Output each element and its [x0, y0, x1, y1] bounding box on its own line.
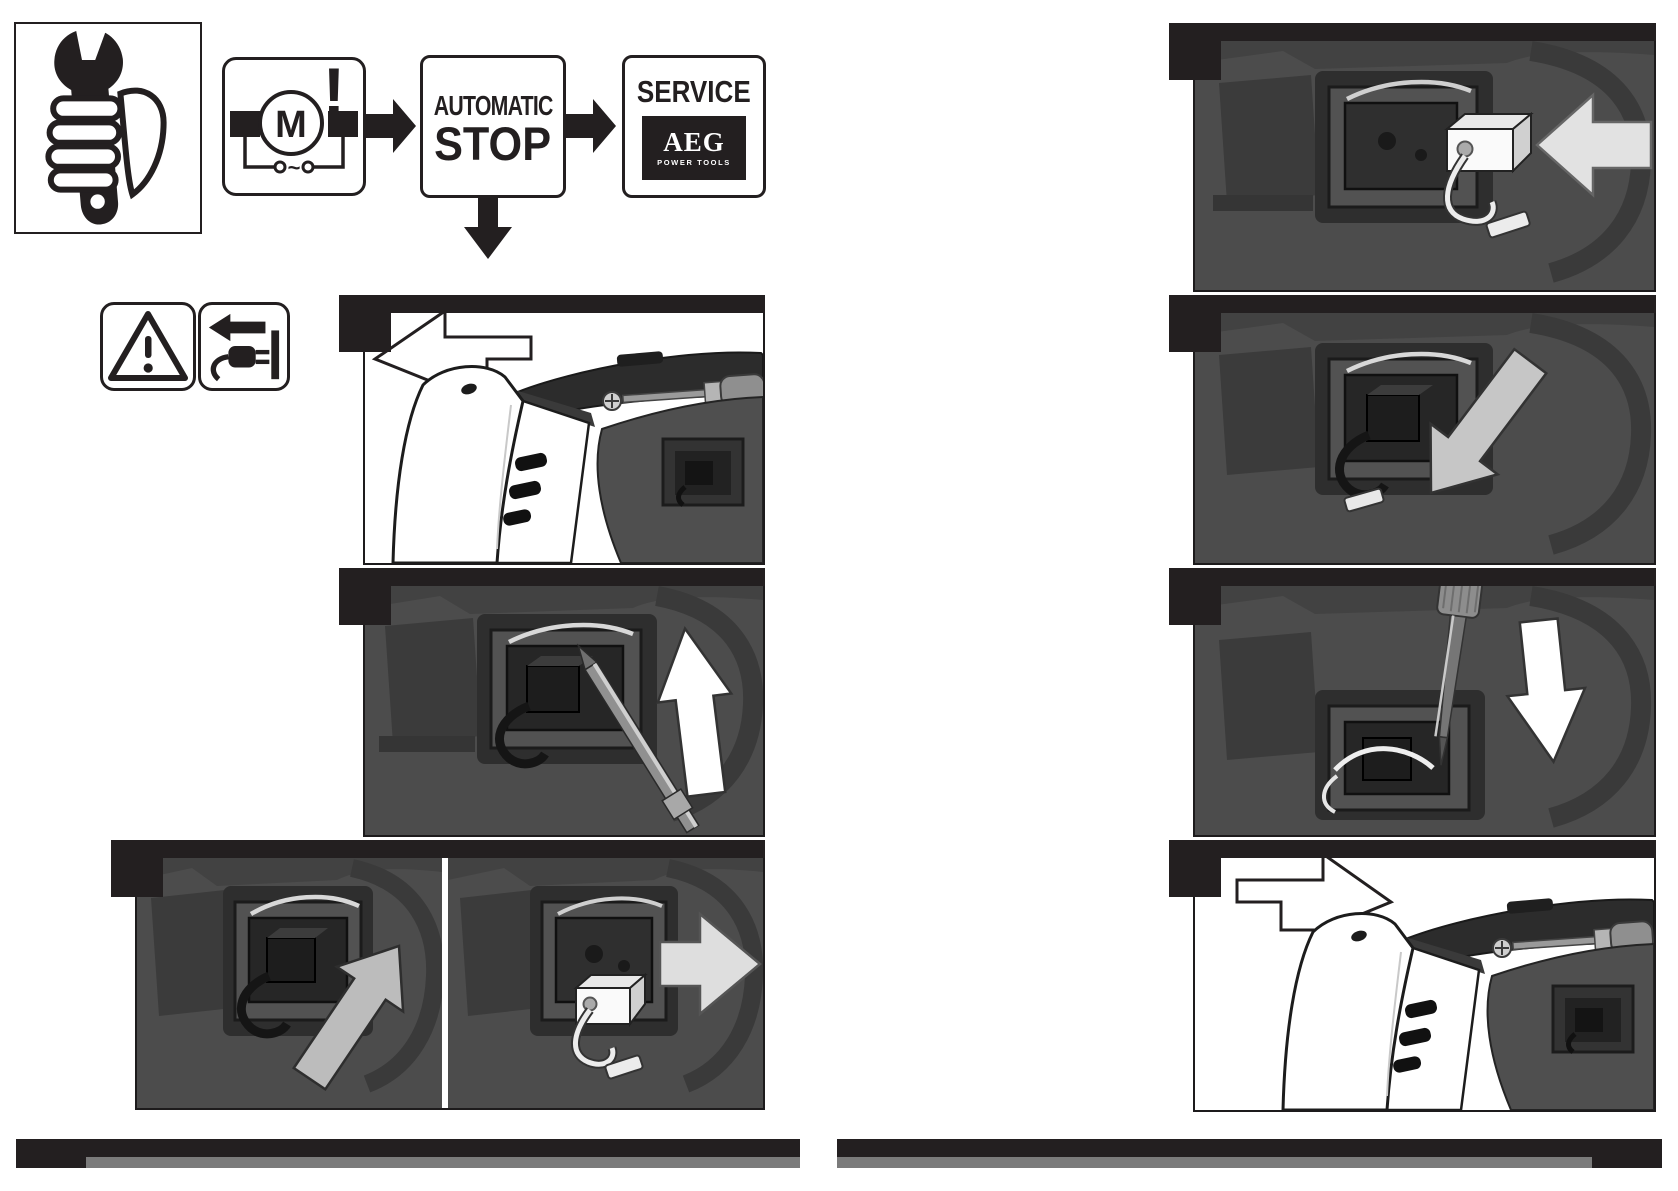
plug-cable [213, 356, 228, 378]
aeg-brand-label: AEG [663, 127, 725, 157]
motor-letter: M [275, 104, 307, 146]
carbon-brush [527, 666, 579, 712]
holder-empty-back [1345, 103, 1457, 189]
footer-right-black-bar [837, 1139, 1662, 1157]
hand-holding-wrench-icon [16, 24, 196, 228]
step-corner-tab [339, 295, 391, 352]
footer-right-black-block [1592, 1139, 1662, 1168]
housing-block [1219, 632, 1319, 760]
wrench-hole [90, 194, 104, 208]
step-header-bar [111, 840, 765, 858]
automatic-label: AUTOMATIC [433, 89, 553, 121]
step-pry-brush-spring [363, 568, 765, 837]
brush-removed-illustration [448, 842, 763, 1108]
drill-cover-removal-illustration [365, 297, 763, 563]
step-slide-off-rear-cover [363, 295, 765, 565]
step-header-bar [1169, 23, 1656, 41]
ac-symbol: ~ [287, 155, 301, 180]
housing-block-shadow [1213, 195, 1313, 211]
housing-block [1219, 75, 1319, 203]
unplug-before-service-icon [205, 310, 283, 384]
footer-left-black-block [16, 1139, 86, 1168]
finger [51, 170, 116, 189]
flow-down-arrow-icon [464, 197, 512, 259]
housing-block [1219, 347, 1319, 475]
step-slide-on-rear-cover [1193, 840, 1656, 1112]
pull-left-arrow [209, 313, 266, 340]
service-badge [622, 55, 766, 198]
step-header-bar [339, 295, 765, 313]
alert-exclamation: ! [322, 63, 346, 130]
warning-triangle-icon [106, 309, 190, 385]
housing-block [385, 618, 481, 744]
aeg-subtitle-label: POWER TOOLS [657, 158, 731, 167]
holder-hole [1415, 149, 1427, 161]
automatic-stop-badge [420, 55, 566, 198]
holder-hole [618, 960, 630, 972]
carbon-brush [1367, 395, 1419, 441]
terminal-dot [275, 162, 285, 172]
motor-alert-box [222, 57, 366, 196]
circuit-wire-right [314, 137, 343, 167]
thumb [120, 91, 163, 195]
plug-prong [256, 359, 270, 363]
warning-triangle-box [100, 302, 196, 391]
carbon-brush [1363, 738, 1411, 780]
spring-pry-illustration [365, 570, 763, 835]
aeg-logo [642, 116, 746, 180]
step-corner-tab [1169, 840, 1221, 897]
panel-brush-removed [448, 842, 763, 1108]
panel-pull-brush [137, 842, 442, 1108]
insert-brush-illustration [1195, 25, 1654, 290]
step-corner-tab [1169, 23, 1221, 80]
step-header-bar [1169, 568, 1656, 586]
holder-hole [585, 945, 603, 963]
footer-left-gray-bar [86, 1157, 800, 1168]
footer-left-black-bar [16, 1139, 800, 1157]
footer-right-gray-bar [837, 1157, 1592, 1168]
push-brush-illustration [1195, 297, 1654, 563]
finger [50, 122, 120, 142]
service-label: SERVICE [637, 73, 751, 109]
plug-body [228, 346, 255, 367]
plug-prong [256, 349, 270, 353]
carbon-brush [267, 938, 315, 982]
press-spring-illustration [1195, 570, 1654, 835]
terminal-dot [303, 162, 313, 172]
step-push-brush-in [1193, 295, 1656, 565]
step-corner-tab [111, 840, 163, 897]
flow-right-arrow-icon [566, 99, 616, 153]
stop-label: STOP [434, 116, 552, 170]
motor-circuit-alert-icon [228, 63, 360, 190]
brush-block [685, 461, 713, 485]
step-header-bar [1169, 840, 1656, 858]
step-header-bar [1169, 295, 1656, 313]
housing-block [151, 890, 233, 1016]
brush-block [1575, 1008, 1603, 1032]
housing-block-shadow [379, 736, 475, 752]
step-insert-new-brush [1193, 23, 1656, 292]
step-corner-tab [1169, 568, 1221, 625]
pull-brush-illustration [137, 842, 442, 1108]
brush-contact-left [230, 111, 260, 137]
step-press-spring-back [1193, 568, 1656, 837]
step-header-bar [339, 568, 765, 586]
housing-block [460, 890, 540, 1016]
step-pull-out-old-brush [135, 840, 765, 1110]
drill-cover-replace-illustration [1195, 842, 1654, 1110]
finger [53, 98, 120, 118]
finger [48, 146, 118, 166]
repair-icon-box [14, 22, 202, 234]
step-corner-tab [339, 568, 391, 625]
step-corner-tab [1169, 295, 1221, 352]
holder-hole [1378, 132, 1396, 150]
socket-bar [271, 330, 279, 379]
unplug-box [198, 302, 290, 391]
flow-right-arrow-icon [366, 99, 416, 153]
